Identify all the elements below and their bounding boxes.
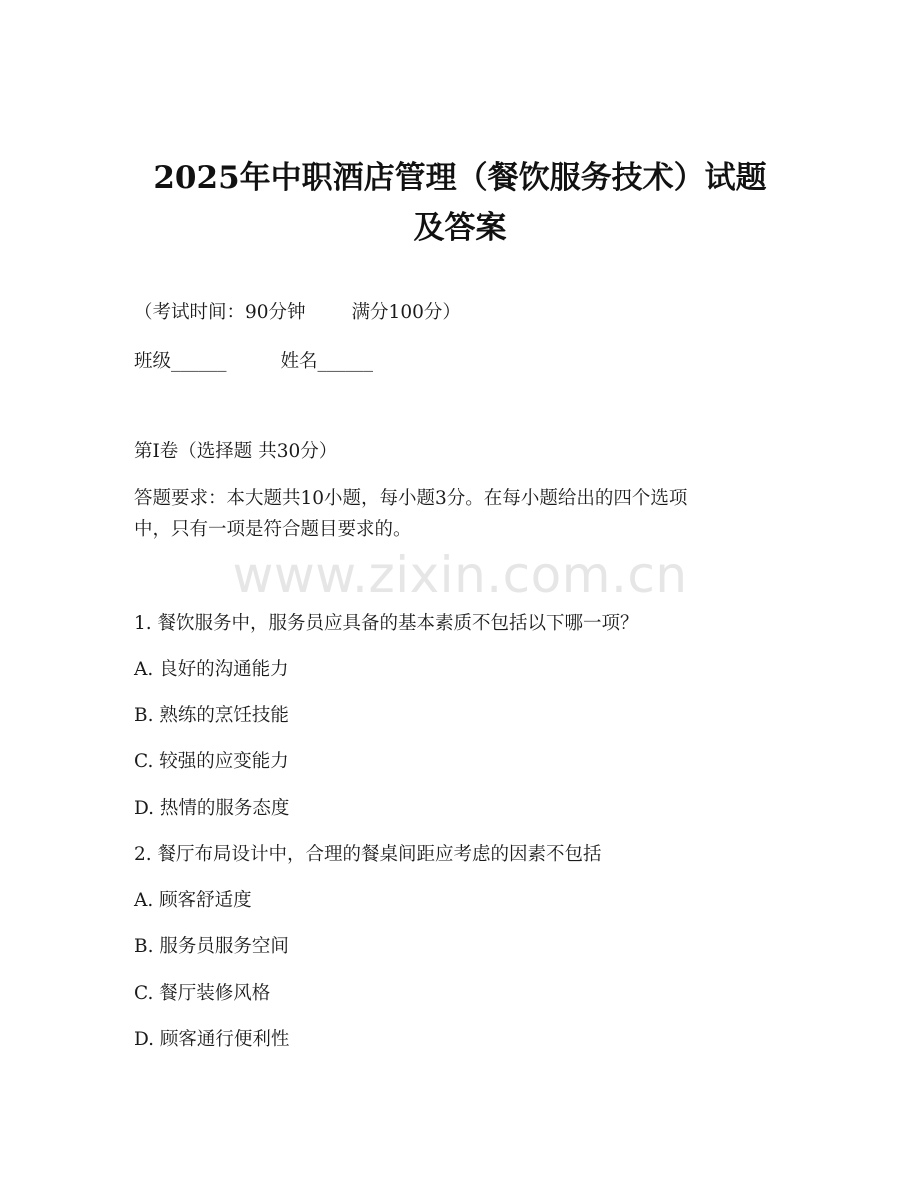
watermark: www.zixin.com.cn: [232, 546, 688, 604]
instructions-line-2: 中，只有一项是符合题目要求的。: [134, 519, 412, 540]
question-2-stem: 2. 餐厅布局设计中，合理的餐桌间距应考虑的因素不包括: [134, 844, 602, 865]
name-field: 姓名______: [280, 351, 374, 372]
exam-info: [134, 298, 461, 328]
class-field: 班级______: [134, 351, 227, 372]
exam-time: （考试时间：90分钟: [134, 302, 306, 323]
question-1-option-a: A. 良好的沟通能力: [134, 659, 289, 680]
student-info: [134, 347, 373, 377]
document-title-line-1: 2025年中职酒店管理（餐饮服务技术）试题: [153, 160, 767, 196]
question-1-option-c: C. 较强的应变能力: [134, 751, 289, 772]
full-score: 满分100分）: [351, 302, 461, 323]
question-2-option-d: D. 顾客通行便利性: [134, 1029, 290, 1050]
question-1-stem: 1. 餐饮服务中，服务员应具备的基本素质不包括以下哪一项？: [134, 613, 639, 634]
question-2-option-b: B. 服务员服务空间: [134, 936, 289, 957]
question-2-option-a: A. 顾客舒适度: [134, 890, 252, 911]
question-1-option-b: B. 熟练的烹饪技能: [134, 705, 289, 726]
section-heading: 第Ⅰ卷（选择题 共30分）: [134, 441, 338, 462]
instructions-line-1: 答题要求：本大题共10小题，每小题3分。在每小题给出的四个选项: [134, 488, 688, 509]
question-1-option-d: D. 热情的服务态度: [134, 798, 290, 819]
question-2-option-c: C. 餐厅装修风格: [134, 983, 271, 1004]
document-title-line-2: 及答案: [413, 210, 507, 246]
